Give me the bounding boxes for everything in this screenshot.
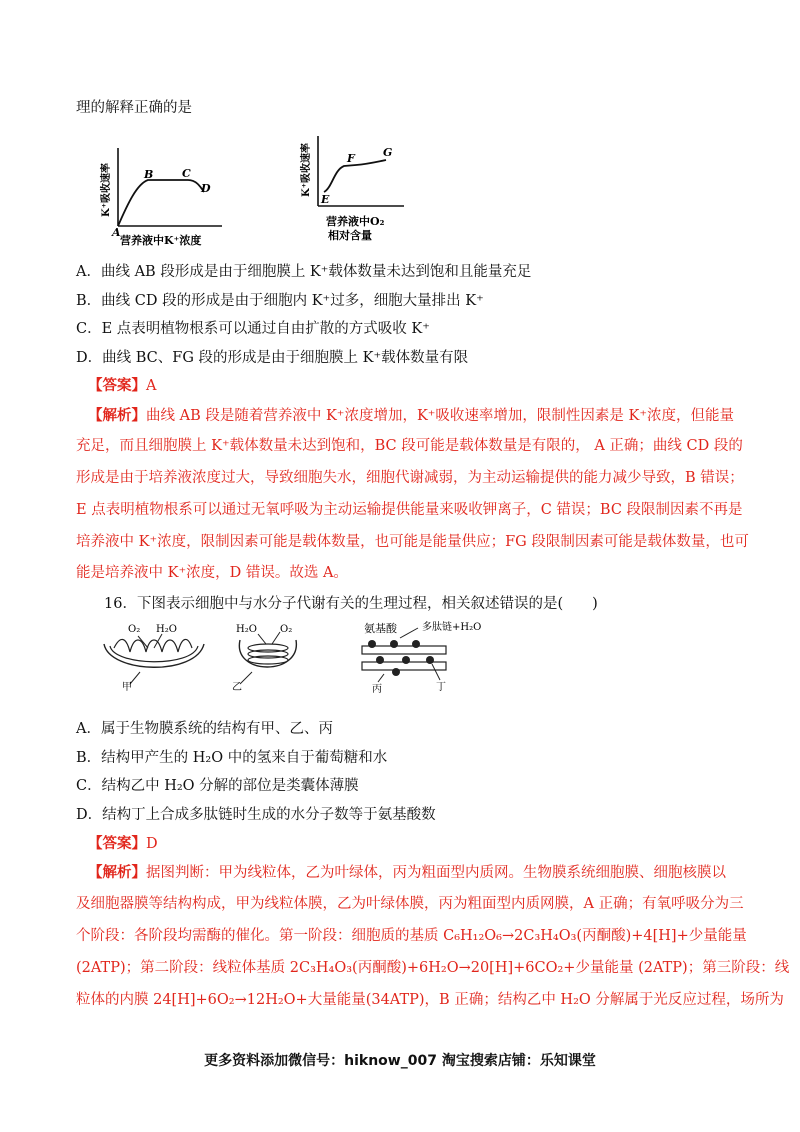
q16-explanation-line-2: 及细胞器膜等结构构成，甲为线粒体膜，乙为叶绿体膜，丙为粗面型内质网膜，A 正确；有氧呼吸分为三 [76,896,744,912]
q15-explanation-text-1: 曲线 AB 段是随着营养液中 K⁺浓度增加，K⁺吸收速率增加，限制性因素是 K⁺浓度，但能量 [146,408,735,424]
mito-h2o-label: H₂O [156,624,177,635]
chloro-h2o-label: H₂O [236,624,257,635]
right-ylabel: K⁺吸收速率 [301,143,312,197]
q16-answer-value: D [146,836,158,852]
point-d-label: D [201,182,211,195]
q15-explanation-tag: 【解析】 [88,407,146,424]
point-e-label: E [321,193,330,206]
q16-option-c: C．结构乙中 H₂O 分解的部位是类囊体薄膜 [76,778,359,794]
q15-option-d: D．曲线 BC、FG 段的形成是由于细胞膜上 K⁺载体数量有限 [76,350,469,366]
amino-acid-label: 氨基酸 [364,622,397,635]
chloroplast-diagram [232,624,296,693]
oxygen-content-graph [299,136,404,242]
point-c-label: C [182,167,191,180]
left-ylabel: K⁺吸收速率 [101,163,112,217]
peptide-product-label: 多肽链+H₂O [422,622,482,633]
point-b-label: B [144,168,154,181]
q15-answer-tag: 【答案】 [88,377,146,394]
q15-answer-value: A [146,378,157,394]
q16-answer-tag: 【答案】 [88,835,146,852]
rough-er-diagram [362,620,481,694]
q16-explanation-line-3: 个阶段：各阶段均需酶的催化。第一阶段：细胞质的基质 C₆H₁₂O₆→2C₃H₄O₃(丙酮酸)+4[H]+少量能量 [76,928,747,944]
q16-answer [88,834,158,854]
q15-explanation-line-3: 形成是由于培养液浓度过大，导致细胞失水，细胞代谢减弱，为主动运输提供的能力减少导致，B 错误； [76,470,744,486]
q16-explanation-text-1: 据图判断：甲为线粒体，乙为叶绿体，丙为粗面型内质网。生物膜系统细胞膜、细胞核膜以 [146,865,726,881]
q16-explanation-line-4: (2ATP)；第二阶段：线粒体基质 2C₃H₄O₃(丙酮酸)+6H₂O→20[H]+6CO₂+少量能量 (2ATP)；第三阶段：线 [76,960,790,976]
q15-option-a: A．曲线 AB 段形成是由于细胞膜上 K⁺载体数量未达到饱和且能量充足 [76,264,532,280]
point-g-label: G [383,146,393,159]
q15-answer [88,376,156,396]
q16-option-b: B．结构甲产生的 H₂O 中的氢来自于葡萄糖和水 [76,750,388,766]
q16-explanation-line-1 [88,863,726,883]
mitochondrion-diagram [104,624,204,693]
right-xlabel-line2: 相对含量 [328,229,372,242]
question-stem-tail: 理的解释正确的是 [76,100,192,116]
q15-explanation-line-1 [88,406,734,426]
chloro-name-label: 乙 [232,682,242,693]
left-xlabel: 营养液中K⁺浓度 [120,234,202,247]
organelle-figure [100,618,500,694]
mito-name-label: 甲 [122,682,132,693]
right-xlabel-line1: 营养液中O₂ [326,215,385,228]
point-a-label: A [112,226,121,239]
q15-explanation-line-5: 培养液中 K⁺浓度，限制因素可能是载体数量，也可能是能量供应；FG 段限制因素可能是载体数量，也可 [76,534,749,550]
q15-option-c: C．E 点表明植物根系可以通过自由扩散的方式吸收 K⁺ [76,321,430,337]
footer-contact: 更多资料添加微信号：hiknow_007 淘宝搜索店铺：乐知课堂 [204,1053,596,1069]
chloro-o2-label: O₂ [280,624,293,635]
er-name-label: 丙 [372,684,382,694]
point-f-label: F [347,152,355,165]
k-uptake-figure [96,128,426,250]
q15-explanation-line-2: 充足，而且细胞膜上 K⁺载体数量未达到饱和，BC 段可能是载体数量是有限的， A 正确；曲线 CD 段的 [76,438,743,454]
q15-explanation-line-4: E 点表明植物根系可以通过无氧呼吸为主动运输提供能量来吸收钾离子，C 错误；BC 段限制因素不再是 [76,502,743,518]
q16-explanation-line-5: 粒体的内膜 24[H]+6O₂→12H₂O+大量能量(34ATP)，B 正确；结构乙中 H₂O 分解属于光反应过程，场所为 [76,992,784,1008]
ribosome-name-label: 丁 [436,682,446,693]
q15-explanation-line-6: 能是培养液中 K⁺浓度，D 错误。故选 A。 [76,565,348,581]
mito-o2-label: O₂ [128,624,141,635]
q15-option-b: B．曲线 CD 段的形成是由于细胞内 K⁺过多，细胞大量排出 K⁺ [76,293,484,309]
q16-option-d: D．结构丁上合成多肽链时生成的水分子数等于氨基酸数 [76,807,436,823]
q16-explanation-tag: 【解析】 [88,864,146,881]
k-concentration-graph [99,148,222,247]
q16-option-a: A．属于生物膜系统的结构有甲、乙、丙 [76,721,333,737]
q16-stem: 16．下图表示细胞中与水分子代谢有关的生理过程，相关叙述错误的是( ) [104,596,598,612]
